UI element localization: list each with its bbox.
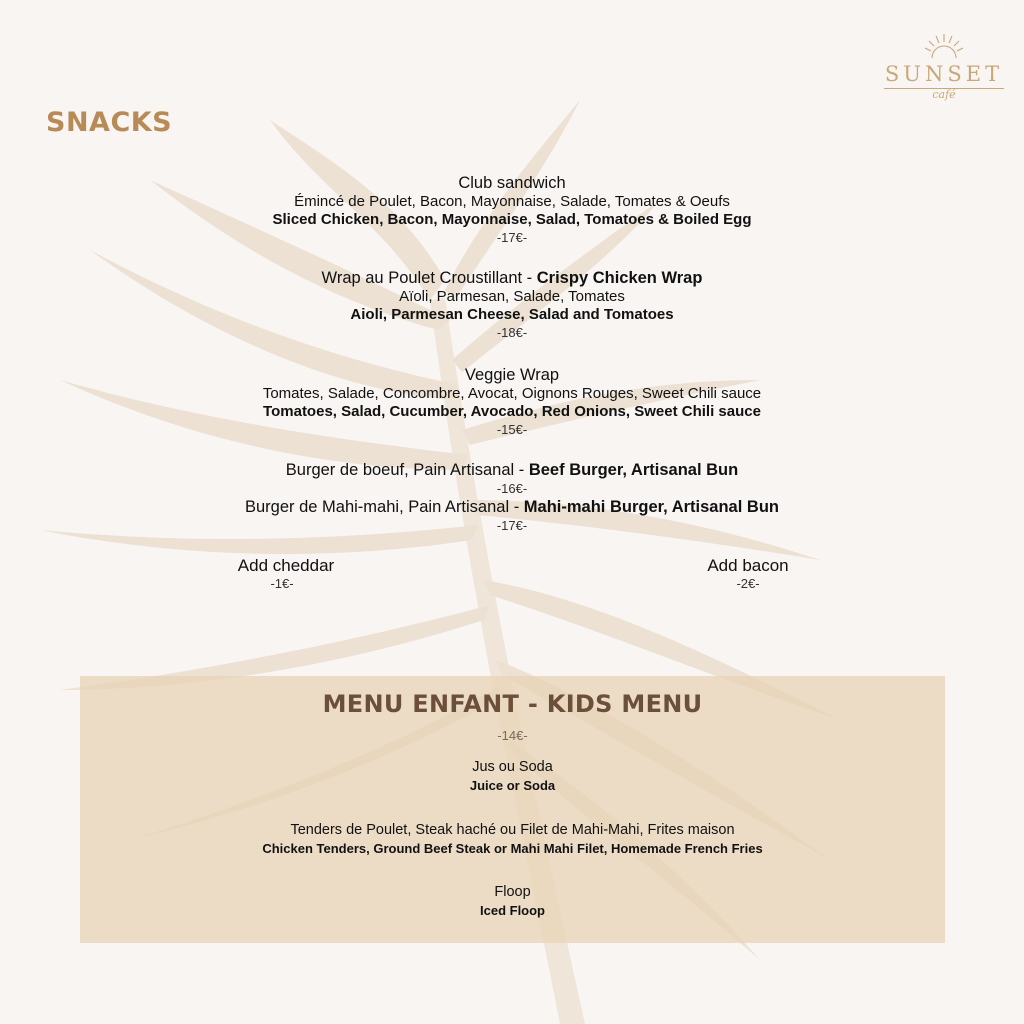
addon-price: -1€- — [270, 576, 294, 591]
item-description-fr: Émincé de Poulet, Bacon, Mayonnaise, Salade, Tomates & Oeufs — [294, 193, 730, 210]
addon-price: -2€- — [736, 576, 760, 591]
item-name: Veggie Wrap — [464, 366, 560, 384]
kids-item-en: Juice or Soda — [469, 778, 556, 793]
kids-item-drink — [80, 758, 945, 795]
item-description-en: Sliced Chicken, Bacon, Mayonnaise, Salad, Tomatoes & Boiled Egg — [272, 211, 752, 228]
kids-item-en: Iced Floop — [480, 903, 545, 918]
item-name-fr: Burger de Mahi-mahi, Pain Artisanal - — [245, 498, 524, 516]
item-name-en: Beef Burger, Artisanal Bun — [528, 461, 739, 479]
item-description-en: Aioli, Parmesan Cheese, Salad and Tomatoes — [350, 306, 674, 323]
menu-item-beef-burger — [0, 461, 1024, 497]
item-name-fr: Burger de boeuf, Pain Artisanal - — [285, 461, 529, 479]
addon-bacon — [658, 556, 838, 592]
item-name — [0, 498, 1024, 517]
item-name — [0, 461, 1024, 480]
logo-subtitle: café — [932, 88, 956, 101]
kids-item-en: Chicken Tenders, Ground Beef Steak or Mahi Mahi Filet, Homemade French Fries — [262, 841, 763, 856]
menu-item-club-sandwich — [0, 174, 1024, 246]
item-price: -17€- — [496, 230, 528, 245]
item-description-fr: Tomates, Salade, Concombre, Avocat, Oignons Rouges, Sweet Chili sauce — [262, 385, 762, 402]
item-name — [0, 269, 1024, 288]
item-name: Club sandwich — [458, 174, 566, 192]
item-name-en: Crispy Chicken Wrap — [536, 269, 703, 287]
addon-name: Add bacon — [707, 556, 789, 575]
addon-name: Add cheddar — [237, 556, 335, 575]
kids-menu-title: MENU ENFANT - KIDS MENU — [322, 690, 703, 718]
kids-menu-price: -14€- — [497, 728, 528, 743]
menu-item-mahi-mahi-burger — [0, 498, 1024, 534]
sunset-cafe-logo — [878, 32, 1010, 100]
kids-item-main — [80, 821, 945, 858]
kids-item-fr: Tenders de Poulet, Steak haché ou Filet de Mahi-Mahi, Frites maison — [290, 822, 735, 838]
item-price: -17€- — [496, 518, 528, 533]
item-name-en: Mahi-mahi Burger, Artisanal Bun — [523, 498, 779, 516]
addon-cheddar — [196, 556, 376, 592]
sun-icon — [923, 32, 965, 60]
kids-item-fr: Floop — [494, 884, 531, 900]
item-name-fr: Wrap au Poulet Croustillant - — [321, 269, 537, 287]
kids-menu-panel — [80, 676, 945, 943]
kids-item-fr: Jus ou Soda — [472, 759, 553, 775]
menu-item-veggie-wrap — [0, 366, 1024, 438]
item-price: -18€- — [496, 325, 528, 340]
item-price: -15€- — [496, 422, 528, 437]
item-price: -16€- — [496, 481, 528, 496]
kids-item-dessert — [80, 883, 945, 920]
menu-item-crispy-chicken-wrap — [0, 269, 1024, 341]
snacks-title: SNACKS — [46, 107, 173, 138]
logo-name: SUNSET — [884, 62, 1004, 86]
item-description-fr: Aïoli, Parmesan, Salade, Tomates — [399, 288, 625, 305]
item-description-en: Tomatoes, Salad, Cucumber, Avocado, Red Onions, Sweet Chili sauce — [263, 403, 761, 420]
